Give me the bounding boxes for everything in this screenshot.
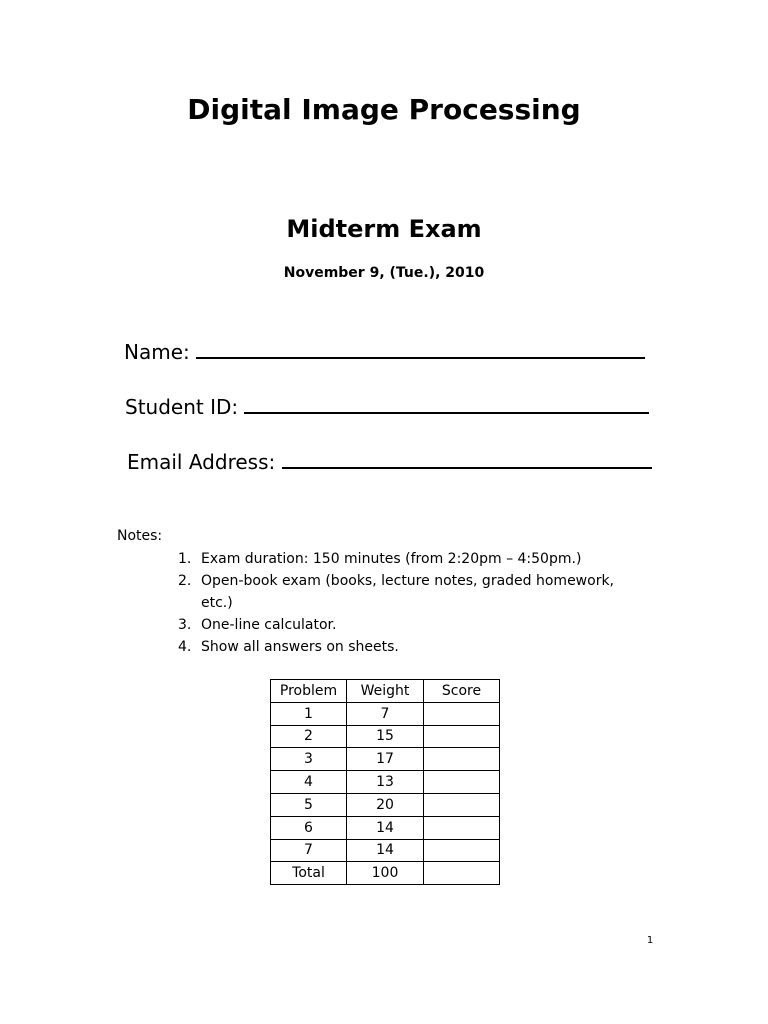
score-cell[interactable] — [424, 839, 500, 862]
score-cell[interactable] — [424, 771, 500, 794]
note-number: 1. — [178, 551, 192, 567]
score-column-header: Score — [424, 680, 500, 703]
table-row — [271, 771, 500, 794]
problem-cell: 5 — [271, 793, 347, 816]
total-score-cell[interactable] — [424, 862, 500, 885]
problem-column-header: Problem — [271, 680, 347, 703]
note-number: 4. — [178, 639, 192, 655]
table-row — [271, 702, 500, 725]
weight-cell: 13 — [347, 771, 424, 794]
note-text: Show all answers on sheets. — [201, 639, 399, 655]
table-total-row — [271, 862, 500, 885]
score-cell[interactable] — [424, 793, 500, 816]
problem-cell: 3 — [271, 748, 347, 771]
weight-cell: 14 — [347, 816, 424, 839]
weight-cell: 14 — [347, 839, 424, 862]
table-header-row — [271, 680, 500, 703]
student-id-blank-line[interactable] — [244, 392, 649, 414]
notes-heading: Notes: — [117, 528, 163, 544]
name-blank-line[interactable] — [196, 337, 645, 359]
page-number: 1 — [646, 935, 654, 946]
weight-cell: 20 — [347, 793, 424, 816]
exam-date: November 9, (Tue.), 2010 — [283, 265, 485, 281]
weight-cell: 15 — [347, 725, 424, 748]
table-row — [271, 839, 500, 862]
name-field — [124, 337, 645, 366]
weight-cell: 17 — [347, 748, 424, 771]
score-cell[interactable] — [424, 816, 500, 839]
name-label: Name: — [124, 340, 190, 364]
problem-cell: 1 — [271, 702, 347, 725]
score-table — [270, 679, 500, 885]
note-text: Exam duration: 150 minutes (from 2:20pm – 4:50pm.) — [201, 551, 582, 567]
notes-list — [178, 548, 648, 658]
note-text: One-line calculator. — [201, 617, 337, 633]
weight-column-header: Weight — [347, 680, 424, 703]
problem-cell: 6 — [271, 816, 347, 839]
score-cell[interactable] — [424, 748, 500, 771]
note-item — [178, 614, 648, 636]
email-blank-line[interactable] — [282, 447, 652, 469]
score-cell[interactable] — [424, 702, 500, 725]
problem-cell: 7 — [271, 839, 347, 862]
note-item — [178, 636, 648, 658]
exam-subtitle: Midterm Exam — [286, 215, 482, 243]
problem-cell: 2 — [271, 725, 347, 748]
table-row — [271, 748, 500, 771]
email-label: Email Address: — [127, 450, 276, 474]
score-cell[interactable] — [424, 725, 500, 748]
total-label-cell: Total — [271, 862, 347, 885]
note-text: Open-book exam (books, lecture notes, graded homework, etc.) — [201, 573, 615, 611]
student-id-label: Student ID: — [125, 395, 239, 419]
note-item — [178, 570, 648, 614]
document-title: Digital Image Processing — [187, 93, 581, 126]
email-field — [127, 447, 652, 476]
table-row — [271, 725, 500, 748]
note-item — [178, 548, 648, 570]
total-weight-cell: 100 — [347, 862, 424, 885]
student-id-field — [125, 392, 649, 421]
problem-cell: 4 — [271, 771, 347, 794]
table-row — [271, 793, 500, 816]
weight-cell: 7 — [347, 702, 424, 725]
note-number: 2. — [178, 573, 192, 589]
note-number: 3. — [178, 617, 192, 633]
table-row — [271, 816, 500, 839]
